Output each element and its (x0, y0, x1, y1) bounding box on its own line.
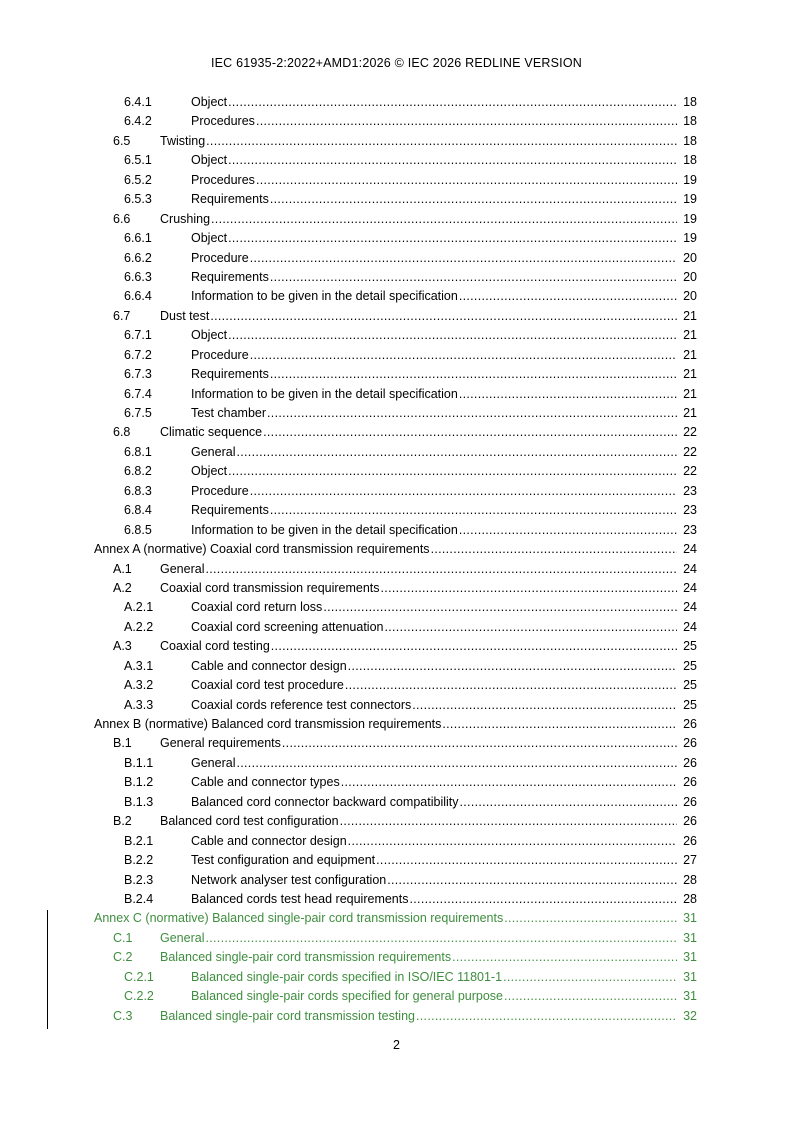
toc-entry[interactable] (0, 812, 793, 831)
toc-entry-number: C.1 (113, 930, 133, 945)
toc-entry-page: 18 (683, 133, 697, 148)
toc-entry[interactable] (0, 462, 793, 481)
toc-entry-title-text: Object (191, 462, 228, 481)
toc-entry-page: 26 (683, 775, 697, 790)
toc-entry-number: A.2 (113, 580, 132, 595)
toc-leader-dots (504, 987, 677, 1006)
toc-entry-title-text: General (160, 929, 205, 948)
toc-entry-page: 20 (683, 289, 697, 304)
toc-entry-number: 6.6 (113, 211, 131, 226)
toc-entry-page: 25 (683, 678, 697, 693)
toc-entry-page: 21 (683, 406, 697, 420)
toc-entry[interactable] (0, 696, 793, 715)
toc-leader-dots (503, 968, 677, 987)
toc-entry-title (191, 287, 677, 306)
toc-entry-title-text: Test configuration and equipment (191, 851, 376, 870)
toc-entry-number: 6.6.3 (124, 269, 152, 284)
toc-entry[interactable] (0, 773, 793, 792)
toc-entry[interactable] (0, 968, 793, 987)
toc-entry-page: 19 (683, 192, 697, 207)
toc-leader-dots (442, 715, 677, 734)
toc-entry-number: 6.6.1 (124, 231, 152, 246)
toc-entry[interactable] (0, 404, 793, 423)
toc-entry-number: A.3.3 (124, 697, 154, 712)
toc-entry-title-text: Annex A (normative) Coaxial cord transmission requirements (94, 540, 431, 559)
table-of-contents (0, 93, 793, 1026)
toc-entry-title-text: Requirements (191, 501, 270, 520)
toc-entry-number: A.1 (113, 561, 132, 576)
toc-entry-number: 6.5.1 (124, 153, 152, 168)
toc-entry-title-text: Balanced single-pair cords specified in ISO/IEC 11801-1 (191, 968, 503, 987)
toc-entry-title (160, 734, 677, 753)
toc-leader-dots (256, 112, 677, 131)
toc-entry-page: 18 (683, 153, 697, 168)
page-number: 2 (393, 1038, 400, 1052)
toc-entry-title-text: Information to be given in the detail specification (191, 287, 459, 306)
toc-entry-number: 6.4.1 (124, 95, 152, 109)
toc-entry-page: 24 (683, 561, 697, 576)
toc-entry-number: A.2.1 (124, 600, 154, 615)
toc-leader-dots (459, 287, 677, 306)
toc-entry-number: C.2.2 (124, 989, 154, 1004)
toc-leader-dots (504, 909, 677, 928)
toc-entry-title-text: Annex B (normative) Balanced cord transmission requirements (94, 715, 442, 734)
toc-entry-page: 21 (683, 308, 697, 323)
toc-entry-page: 21 (683, 347, 697, 362)
toc-entry-title-text: Procedures (191, 171, 256, 190)
toc-entry-page: 24 (683, 619, 697, 634)
toc-entry-page: 21 (683, 386, 697, 401)
toc-entry-title (191, 346, 677, 365)
toc-entry-title-text: Object (191, 229, 228, 248)
toc-entry-number: C.3 (113, 1008, 133, 1023)
toc-entry-title-text: Object (191, 151, 228, 170)
toc-entry[interactable] (0, 132, 793, 151)
toc-entry[interactable] (0, 734, 793, 753)
toc-entry-title-text: Procedure (191, 346, 250, 365)
toc-leader-dots (228, 229, 677, 248)
toc-entry-title-text: Network analyser test configuration (191, 871, 387, 890)
toc-entry-title (191, 676, 677, 695)
toc-entry[interactable] (0, 171, 793, 190)
toc-entry-page: 31 (683, 930, 697, 945)
toc-leader-dots (250, 346, 677, 365)
toc-entry-title-text: Object (191, 93, 228, 112)
toc-entry-title (191, 696, 677, 715)
toc-leader-dots (410, 890, 678, 909)
toc-entry-number: 6.5 (113, 133, 131, 148)
toc-entry-title-text: Information to be given in the detail specification (191, 521, 459, 540)
toc-entry[interactable] (0, 268, 793, 287)
toc-leader-dots (256, 171, 677, 190)
toc-entry-number: A.2.2 (124, 619, 154, 634)
toc-entry-page: 22 (683, 444, 697, 459)
toc-entry-title (94, 909, 677, 928)
toc-entry-page: 31 (683, 969, 697, 984)
toc-entry-page: 25 (683, 658, 697, 673)
toc-entry-number: B.2 (113, 814, 132, 829)
toc-entry-title (191, 268, 677, 287)
toc-entry-title (191, 93, 677, 112)
toc-entry-title (191, 462, 677, 481)
toc-entry[interactable] (0, 210, 793, 229)
toc-entry-page: 24 (683, 580, 697, 595)
toc-leader-dots (452, 948, 677, 967)
toc-entry-title (191, 190, 677, 209)
toc-entry-number: 6.7.3 (124, 367, 152, 382)
toc-entry-number: C.2 (113, 950, 133, 965)
toc-entry[interactable] (0, 754, 793, 773)
toc-entry[interactable] (0, 637, 793, 656)
toc-entry-title (191, 404, 677, 423)
toc-leader-dots (459, 385, 677, 404)
toc-entry-title-text: Procedure (191, 249, 250, 268)
toc-entry[interactable] (0, 540, 793, 559)
toc-leader-dots (348, 657, 677, 676)
toc-entry[interactable] (0, 618, 793, 637)
toc-entry-page: 20 (683, 250, 697, 265)
toc-entry-number: 6.8.1 (124, 444, 152, 459)
toc-entry-page: 25 (683, 697, 697, 712)
toc-entry[interactable] (0, 871, 793, 890)
toc-leader-dots (250, 482, 677, 501)
toc-entry-title (191, 773, 677, 792)
toc-entry[interactable] (0, 385, 793, 404)
toc-entry[interactable] (0, 598, 793, 617)
toc-leader-dots (348, 832, 677, 851)
toc-entry-number: A.3.1 (124, 658, 154, 673)
toc-leader-dots (205, 560, 677, 579)
toc-entry-title (191, 793, 677, 812)
toc-entry-number: B.1.2 (124, 775, 154, 790)
toc-entry-number: 6.7.5 (124, 406, 152, 420)
toc-leader-dots (267, 404, 677, 423)
toc-entry-title-text: General requirements (160, 734, 282, 753)
toc-entry-title (191, 482, 677, 501)
page-header: IEC 61935-2:2022+AMD1:2026 © IEC 2026 REDLINE VERSION (210, 56, 583, 70)
toc-entry-page: 31 (683, 950, 697, 965)
toc-entry-page: 26 (683, 833, 697, 848)
toc-leader-dots (228, 462, 677, 481)
toc-entry-title (191, 618, 677, 637)
toc-entry-title (160, 812, 677, 831)
toc-entry[interactable] (0, 987, 793, 1006)
toc-leader-dots (270, 268, 677, 287)
toc-leader-dots (376, 851, 677, 870)
toc-leader-dots (323, 598, 677, 617)
toc-entry-title (191, 987, 677, 1006)
toc-entry-title-text: Requirements (191, 268, 270, 287)
toc-entry-title-text: Procedure (191, 482, 250, 501)
toc-entry-title (191, 851, 677, 870)
toc-entry-title (160, 560, 677, 579)
toc-entry[interactable] (0, 151, 793, 170)
toc-leader-dots (228, 93, 677, 112)
toc-entry-number: 6.8 (113, 425, 131, 440)
toc-entry-page: 19 (683, 231, 697, 246)
toc-entry-title-text: Cable and connector design (191, 832, 348, 851)
toc-entry-title (191, 754, 677, 773)
toc-entry-title-text: Balanced single-pair cord transmission requirements (160, 948, 452, 967)
toc-leader-dots (205, 929, 677, 948)
toc-entry-title-text: General (191, 754, 236, 773)
toc-leader-dots (416, 1007, 677, 1026)
toc-entry-number: B.2.1 (124, 833, 154, 848)
toc-leader-dots (271, 637, 677, 656)
revision-change-bar (47, 910, 48, 1029)
toc-entry-title-text: Coaxial cord screening attenuation (191, 618, 384, 637)
toc-entry-title (94, 715, 677, 734)
toc-entry-page: 24 (683, 542, 697, 557)
toc-entry-page: 26 (683, 814, 697, 829)
toc-entry[interactable] (0, 501, 793, 520)
toc-entry-title (191, 229, 677, 248)
toc-entry-title (160, 1007, 677, 1026)
toc-entry-page: 32 (683, 1008, 697, 1023)
toc-leader-dots (228, 151, 677, 170)
toc-entry-title (191, 521, 677, 540)
toc-entry-number: 6.7.1 (124, 328, 152, 343)
toc-entry-title-text: Coaxial cords reference test connectors (191, 696, 412, 715)
toc-entry-page: 24 (683, 600, 697, 615)
toc-leader-dots (211, 210, 677, 229)
toc-leader-dots (250, 249, 677, 268)
toc-entry-title-text: Coaxial cord return loss (191, 598, 323, 617)
toc-entry-page: 28 (683, 891, 697, 906)
toc-leader-dots (460, 793, 678, 812)
toc-entry-page: 19 (683, 172, 697, 187)
toc-leader-dots (270, 501, 677, 520)
toc-entry-title-text: Crushing (160, 210, 211, 229)
toc-entry[interactable] (0, 229, 793, 248)
toc-entry-title (160, 948, 677, 967)
toc-entry-title (191, 112, 677, 131)
toc-entry-number: A.3.2 (124, 678, 154, 693)
toc-entry-number: A.3 (113, 639, 132, 654)
toc-entry-title-text: Coaxial cord testing (160, 637, 271, 656)
toc-leader-dots (263, 423, 677, 442)
toc-entry-title (94, 540, 677, 559)
toc-entry-number: 6.6.2 (124, 250, 152, 265)
toc-entry[interactable] (0, 676, 793, 695)
toc-entry-title (160, 929, 677, 948)
toc-entry-title-text: Information to be given in the detail specification (191, 385, 459, 404)
toc-leader-dots (431, 540, 677, 559)
toc-entry-title-text: General (191, 443, 236, 462)
toc-entry-title-text: Annex C (normative) Balanced single-pair cord transmission requirements (94, 909, 504, 928)
toc-entry[interactable] (0, 307, 793, 326)
toc-entry-title-text: Cable and connector types (191, 773, 341, 792)
toc-entry-number: 6.6.4 (124, 289, 152, 304)
toc-entry-title (160, 307, 677, 326)
toc-entry[interactable] (0, 443, 793, 462)
toc-entry-page: 25 (683, 639, 697, 654)
toc-entry-title (191, 598, 677, 617)
toc-entry-title-text: General (160, 560, 205, 579)
toc-entry-page: 26 (683, 736, 697, 751)
toc-entry-title-text: Climatic sequence (160, 423, 263, 442)
toc-entry-title-text: Coaxial cord test procedure (191, 676, 345, 695)
toc-entry[interactable] (0, 560, 793, 579)
toc-entry[interactable] (0, 890, 793, 909)
toc-entry-number: B.2.3 (124, 872, 154, 887)
toc-entry-title-text: Cable and connector design (191, 657, 348, 676)
toc-entry-page: 26 (683, 717, 697, 731)
toc-entry[interactable] (0, 832, 793, 851)
toc-entry-title-text: Balanced single-pair cord transmission testing (160, 1007, 416, 1026)
toc-entry-number: 6.8.2 (124, 464, 152, 479)
toc-entry-title (191, 365, 677, 384)
toc-entry-number: 6.4.2 (124, 114, 152, 129)
toc-entry-title-text: Balanced cords test head requirements (191, 890, 410, 909)
toc-entry[interactable] (0, 521, 793, 540)
toc-entry[interactable] (0, 929, 793, 948)
toc-entry-number: 6.8.4 (124, 503, 152, 518)
toc-entry-title-text: Balanced cord test configuration (160, 812, 340, 831)
toc-entry[interactable] (0, 851, 793, 870)
toc-entry-title-text: Balanced single-pair cords specified for general purpose (191, 987, 504, 1006)
toc-entry[interactable] (0, 326, 793, 345)
toc-entry-number: B.2.4 (124, 891, 154, 906)
toc-entry-title-text: Balanced cord connector backward compatibility (191, 793, 460, 812)
toc-entry-number: C.2.1 (124, 969, 154, 984)
toc-entry[interactable] (0, 249, 793, 268)
toc-entry-title (160, 210, 677, 229)
toc-entry-page: 18 (683, 95, 697, 109)
toc-entry[interactable] (0, 909, 793, 928)
toc-leader-dots (236, 754, 677, 773)
toc-entry-title (191, 890, 677, 909)
toc-entry-title (191, 443, 677, 462)
toc-leader-dots (345, 676, 677, 695)
toc-leader-dots (236, 443, 677, 462)
toc-entry-number: B.1 (113, 736, 132, 751)
toc-entry[interactable] (0, 423, 793, 442)
toc-entry-page: 23 (683, 503, 697, 518)
toc-entry-title (160, 637, 677, 656)
toc-entry[interactable] (0, 112, 793, 131)
toc-entry-number: 6.8.5 (124, 522, 152, 537)
toc-entry-page: 21 (683, 367, 697, 382)
toc-entry-number: B.1.3 (124, 794, 154, 809)
toc-entry-page: 31 (683, 989, 697, 1004)
toc-entry-number: B.1.1 (124, 755, 154, 770)
toc-leader-dots (381, 579, 677, 598)
toc-entry-title (191, 968, 677, 987)
toc-leader-dots (459, 521, 677, 540)
toc-entry-page: 19 (683, 211, 697, 226)
toc-entry-page: 22 (683, 464, 697, 479)
toc-entry-title-text: Twisting (160, 132, 206, 151)
toc-entry-page: 26 (683, 794, 697, 809)
toc-entry[interactable] (0, 1007, 793, 1026)
toc-entry[interactable] (0, 190, 793, 209)
toc-entry-page: 31 (683, 911, 697, 926)
toc-entry-title (191, 249, 677, 268)
toc-leader-dots (384, 618, 677, 637)
toc-leader-dots (270, 190, 677, 209)
toc-leader-dots (282, 734, 677, 753)
toc-entry-page: 21 (683, 328, 697, 343)
toc-leader-dots (206, 132, 677, 151)
toc-entry-title (191, 326, 677, 345)
toc-leader-dots (228, 326, 677, 345)
toc-entry[interactable] (0, 346, 793, 365)
toc-leader-dots (341, 773, 677, 792)
toc-entry-page: 23 (683, 522, 697, 537)
toc-entry-page: 23 (683, 483, 697, 498)
toc-entry[interactable] (0, 93, 793, 112)
toc-leader-dots (340, 812, 677, 831)
toc-entry[interactable] (0, 482, 793, 501)
toc-leader-dots (412, 696, 677, 715)
toc-entry[interactable] (0, 657, 793, 676)
toc-entry-title-text: Object (191, 326, 228, 345)
toc-entry-number: 6.5.2 (124, 172, 152, 187)
toc-entry[interactable] (0, 579, 793, 598)
toc-entry-number: 6.7 (113, 308, 131, 323)
toc-entry-title (191, 501, 677, 520)
toc-entry-number: 6.5.3 (124, 192, 152, 207)
toc-entry-title (191, 385, 677, 404)
toc-entry-title-text: Test chamber (191, 404, 267, 423)
toc-entry-page: 26 (683, 755, 697, 770)
toc-entry-title-text: Coaxial cord transmission requirements (160, 579, 381, 598)
toc-entry-title (191, 657, 677, 676)
toc-leader-dots (387, 871, 677, 890)
toc-entry-number: 6.8.3 (124, 483, 152, 498)
toc-entry-number: B.2.2 (124, 853, 154, 868)
toc-entry[interactable] (0, 287, 793, 306)
toc-entry-page: 18 (683, 114, 697, 129)
toc-entry[interactable] (0, 715, 793, 734)
toc-entry-title (191, 832, 677, 851)
toc-entry-page: 20 (683, 269, 697, 284)
toc-entry-title (191, 171, 677, 190)
toc-entry-page: 27 (683, 853, 697, 868)
toc-entry[interactable] (0, 948, 793, 967)
toc-entry-title-text: Dust test (160, 307, 210, 326)
toc-entry-number: 6.7.4 (124, 386, 152, 401)
toc-entry-page: 28 (683, 872, 697, 887)
toc-leader-dots (210, 307, 677, 326)
toc-entry-title-text: Requirements (191, 365, 270, 384)
toc-leader-dots (270, 365, 677, 384)
toc-entry[interactable] (0, 793, 793, 812)
toc-entry-title (160, 132, 677, 151)
toc-entry-page: 22 (683, 425, 697, 440)
toc-entry-title-text: Procedures (191, 112, 256, 131)
toc-entry-number: 6.7.2 (124, 347, 152, 362)
toc-entry-title (160, 579, 677, 598)
toc-entry-title-text: Requirements (191, 190, 270, 209)
toc-entry-title (191, 151, 677, 170)
toc-entry-title (160, 423, 677, 442)
toc-entry-title (191, 871, 677, 890)
toc-entry[interactable] (0, 365, 793, 384)
